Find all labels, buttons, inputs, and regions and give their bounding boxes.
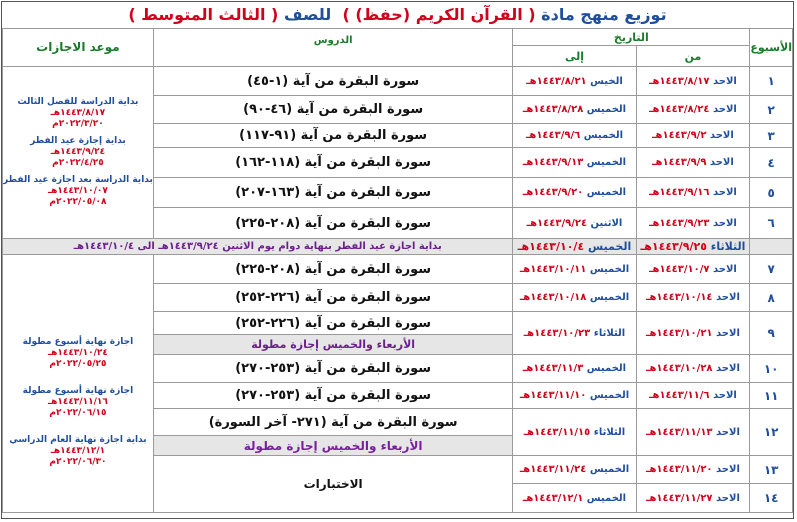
lesson-cell: سورة البقرة من آية (٢٥٣-٢٧٠): [153, 355, 513, 383]
from-date-cell: الاحد ١٤٤٣/١٠/١٤هـ: [636, 284, 750, 312]
to-date-cell: الخميس ١٤٤٣/١٢/١هـ: [513, 484, 636, 513]
lesson-cell: سورة البقرة من آية (٢٠٨-٢٢٥): [153, 255, 513, 284]
to-date-cell: الخميس ١٤٤٣/١١/٣هـ: [513, 355, 636, 383]
to-header: إلى: [513, 46, 636, 67]
to-date-cell: الخميس ١٤٤٣/١٠/١١هـ: [513, 255, 636, 284]
week-number: ١١: [750, 383, 793, 409]
week-number: ٣: [750, 124, 793, 148]
from-date-cell: الاحد ١٤٤٣/١٠/٧هـ: [636, 255, 750, 284]
long-weekend-note: الأربعاء والخميس إجازة مطولة: [153, 436, 513, 456]
lesson-cell: سورة البقرة من آية (٢٠٨-٢٢٥): [153, 208, 513, 239]
table-row: [3, 255, 793, 284]
to-date-cell: الخميس ١٤٤٣/١٠/١٨هـ: [513, 284, 636, 312]
holidays-notes-1: بداية الدراسة للفصل الثالث ١٤٤٣/٨/١٧هـ ٢٠٢٢/٣/٢٠م بداية إجازة عيد الفطر ١٤٤٣/٩/٢٤هـ ٢٠٢٢/٤/٢٥م بداية الدراسة بعد اجازة عيد الفطر ١٤٤٣/١٠/٠٧هـ ٢٠٢٢/٠٥/٠٨م: [3, 67, 154, 239]
to-date-cell: الاثنين ١٤٤٣/٩/٢٤هـ: [513, 208, 636, 239]
title-prefix: توزيع منهج مادة: [541, 5, 667, 24]
lesson-cell: سورة البقرة من آية (١-٤٥): [153, 67, 513, 96]
title-mid: للصف: [283, 5, 332, 24]
lesson-cell: سورة البقرة من آية (١٦٣-٢٠٧): [153, 178, 513, 208]
page-title: [2, 2, 793, 29]
lesson-cell: سورة البقرة من آية (٢٧١- آخر السورة): [153, 409, 513, 436]
from-date-cell: الاحد ١٤٤٣/١١/٦هـ: [636, 383, 750, 409]
week-number: ٢: [750, 96, 793, 124]
to-date-cell: الخميس ١٤٤٣/٩/٢٠هـ: [513, 178, 636, 208]
table-row: [3, 67, 793, 96]
week-number: ٧: [750, 255, 793, 284]
lesson-cell: سورة البقرة من آية (٢٢٦-٢٥٢): [153, 312, 513, 335]
to-date-cell: الخميس ١٤٤٣/٩/١٣هـ: [513, 148, 636, 178]
lesson-cell: سورة البقرة من آية (٤٦-٩٠): [153, 96, 513, 124]
from-date-cell: الاحد ١٤٤٣/١١/٢٠هـ: [636, 456, 750, 484]
eid-note: بداية اجازة عيد الفطر بنهاية دوام يوم الاثنين ١٤٤٣/٩/٢٤هـ الى ١٤٤٣/١٠/٤هـ: [3, 239, 513, 255]
to-date-cell: الثلاثاء ١٤٤٣/١٠/٢٣هـ: [513, 312, 636, 355]
from-header: من: [636, 46, 750, 67]
from-date-cell: الاحد ١٤٤٣/٩/٩هـ: [636, 148, 750, 178]
from-date-cell: الاحد ١٤٤٣/٨/١٧هـ: [636, 67, 750, 96]
exams-cell: الاختبارات: [153, 456, 513, 513]
to-date-cell: الثلاثاء ١٤٤٣/١١/١٥هـ: [513, 409, 636, 456]
title-subject: ( القرآن الكريم (حفظ) ): [342, 5, 536, 24]
lesson-cell: سورة البقرة من آية (١١٨-١٦٢): [153, 148, 513, 178]
from-date-cell: الاحد ١٤٤٣/١١/١٣هـ: [636, 409, 750, 456]
week-number: ١٠: [750, 355, 793, 383]
from-date-cell: الاحد ١٤٤٣/٩/١٦هـ: [636, 178, 750, 208]
schedule-table: [2, 28, 793, 513]
from-date-cell: الاحد ١٤٤٣/٨/٢٤هـ: [636, 96, 750, 124]
date-header: التاريخ: [513, 29, 750, 46]
week-number: ٥: [750, 178, 793, 208]
holidays-header: موعد الاجازات: [3, 29, 154, 67]
from-date-cell: الاحد ١٤٤٣/١١/٢٧هـ: [636, 484, 750, 513]
to-date-cell: الخميس ١٤٤٣/١٠/٤هـ: [513, 239, 636, 255]
holidays-notes-2: اجازة نهاية أسبوع مطولة ١٤٤٣/١٠/٢٤هـ ٢٠٢٢/٠٥/٢٥م اجازة نهاية أسبوع مطولة ١٤٤٣/١١/١٦هـ ٢٠٢٢/٠٦/١٥م بداية اجازة نهاية العام الدراسي ١٤٤٣/١٢/١هـ ٢٠٢٢/٠٦/٣٠م: [3, 255, 154, 513]
from-date-cell: الاحد ١٤٤٣/١٠/٢٨هـ: [636, 355, 750, 383]
title-grade: ( الثالث المتوسط ): [128, 5, 279, 24]
from-date-cell: الاحد ١٤٤٣/٩/٢٣هـ: [636, 208, 750, 239]
week-number: ٦: [750, 208, 793, 239]
from-date-cell: الثلاثاء ١٤٤٣/٩/٢٥هـ: [636, 239, 750, 255]
week-number: ٩: [750, 312, 793, 355]
lessons-header: الدروس: [153, 29, 513, 67]
to-date-cell: الخميس ١٤٤٣/١١/١٠هـ: [513, 383, 636, 409]
week-number: ١٤: [750, 484, 793, 513]
to-date-cell: الخميس ١٤٤٣/٩/٦هـ: [513, 124, 636, 148]
from-date-cell: الاحد ١٤٤٣/٩/٢هـ: [636, 124, 750, 148]
long-weekend-note: الأربعاء والخميس إجازة مطولة: [153, 335, 513, 355]
week-header: الأسبوع: [750, 29, 793, 67]
to-date-cell: الخميس ١٤٤٣/١١/٢٤هـ: [513, 456, 636, 484]
week-number: ٤: [750, 148, 793, 178]
week-number: ١٢: [750, 409, 793, 456]
from-date-cell: الاحد ١٤٤٣/١٠/٢١هـ: [636, 312, 750, 355]
to-date-cell: الخيس ١٤٤٣/٨/٢١هـ: [513, 67, 636, 96]
schedule-frame: [1, 1, 794, 519]
week-number: ١٣: [750, 456, 793, 484]
lesson-cell: سورة البقرة من آية (٢٥٣-٢٧٠): [153, 383, 513, 409]
week-number: ٨: [750, 284, 793, 312]
to-date-cell: الخميس ١٤٤٣/٨/٢٨هـ: [513, 96, 636, 124]
lesson-cell: سورة البقرة من آية (٩١-١١٧): [153, 124, 513, 148]
lesson-cell: سورة البقرة من آية (٢٢٦-٢٥٢): [153, 284, 513, 312]
eid-holiday-row: [3, 239, 793, 255]
week-number: ١: [750, 67, 793, 96]
